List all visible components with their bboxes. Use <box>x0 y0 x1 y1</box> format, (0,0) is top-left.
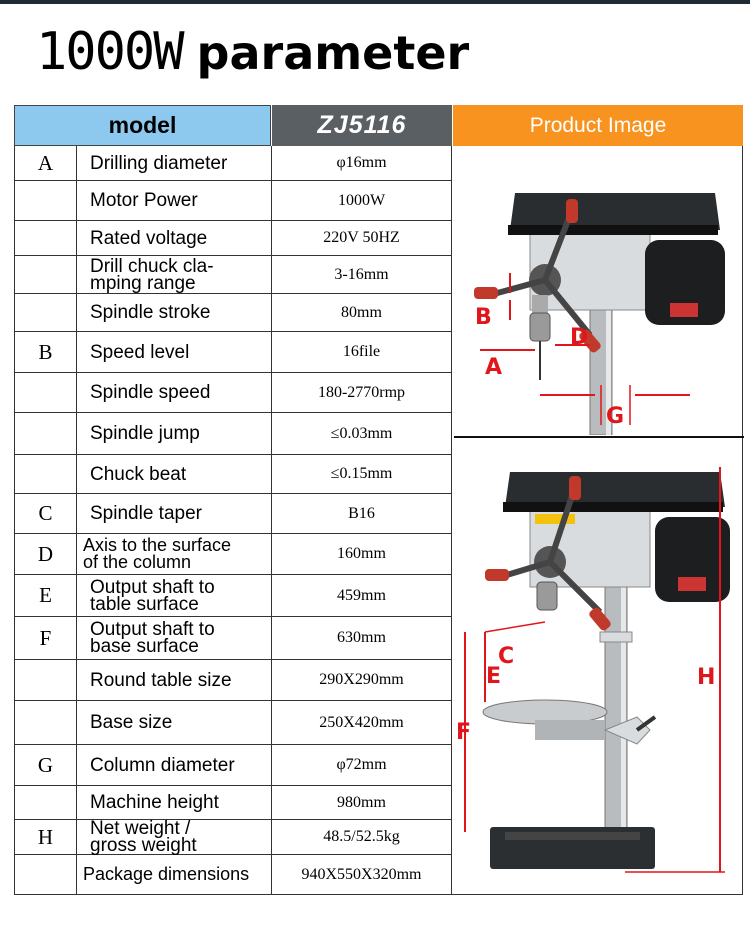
row-letter <box>14 701 77 744</box>
chuck <box>537 582 557 610</box>
row-parameter-value: 459mm <box>272 575 452 616</box>
table-row <box>14 181 452 221</box>
page-title <box>36 22 469 92</box>
row-parameter-value: 220V 50HZ <box>272 221 452 255</box>
row-letter: D <box>14 534 77 574</box>
row-letter <box>14 256 77 293</box>
row-letter <box>14 660 77 700</box>
dim-label-d: D <box>570 325 589 350</box>
row-parameter-value: 940X550X320mm <box>272 855 452 894</box>
table-row <box>14 786 452 820</box>
dim-label-b: B <box>475 305 492 330</box>
row-letter <box>14 373 77 412</box>
row-parameter-name: Spindle speed <box>77 373 272 412</box>
table-row <box>14 221 452 256</box>
table-row <box>14 256 452 294</box>
table-row <box>14 820 452 855</box>
row-letter <box>14 221 77 255</box>
row-parameter-value: ≤0.03mm <box>272 413 452 454</box>
row-parameter-value: B16 <box>272 494 452 533</box>
top-cover <box>505 472 725 507</box>
table-row <box>14 413 452 455</box>
row-parameter-name: Machine height <box>77 786 272 819</box>
image-divider <box>454 436 744 438</box>
title-power: 1000W <box>36 22 183 82</box>
row-letter: A <box>14 146 77 180</box>
row-parameter-name: Rated voltage <box>77 221 272 255</box>
table-row <box>14 494 452 534</box>
row-parameter-value: 80mm <box>272 294 452 331</box>
top-cover <box>510 193 720 230</box>
table-row <box>14 575 452 617</box>
row-letter <box>14 294 77 331</box>
row-parameter-value: 160mm <box>272 534 452 574</box>
dim-label-f: F <box>456 720 472 745</box>
row-parameter-name: Column diameter <box>77 745 272 785</box>
spindle <box>532 295 548 313</box>
table-row <box>14 855 452 895</box>
row-parameter-name: Speed level <box>77 332 272 372</box>
dim-label-e: E <box>486 664 502 689</box>
row-parameter-name: Drill chuck cla- mping range <box>77 256 272 293</box>
table-row <box>14 146 452 181</box>
row-parameter-value: 980mm <box>272 786 452 819</box>
dim-label-g: G <box>606 404 625 429</box>
row-parameter-name: Package dimensions <box>77 855 272 894</box>
table-row <box>14 332 452 373</box>
row-parameter-value: φ16mm <box>272 146 452 180</box>
top-border <box>0 0 750 4</box>
row-parameter-name: Round table size <box>77 660 272 700</box>
header-model-name: ZJ5116 <box>272 105 452 146</box>
title-parameter: parameter <box>196 26 470 80</box>
row-parameter-value: 290X290mm <box>272 660 452 700</box>
row-parameter-name: Net weight / gross weight <box>77 820 272 854</box>
chuck <box>530 313 550 341</box>
row-letter: F <box>14 617 77 659</box>
row-parameter-name: Chuck beat <box>77 455 272 493</box>
row-parameter-name: Axis to the surface of the column <box>77 534 272 574</box>
header-product-image: Product Image <box>453 105 743 146</box>
row-parameter-name: Spindle taper <box>77 494 272 533</box>
dim-label-a: A <box>485 355 503 380</box>
row-parameter-name: Base size <box>77 701 272 744</box>
row-parameter-name: Output shaft to table surface <box>77 575 272 616</box>
table-row <box>14 701 452 745</box>
row-parameter-name: Drilling diameter <box>77 146 272 180</box>
row-parameter-value: 1000W <box>272 181 452 220</box>
row-letter <box>14 455 77 493</box>
table-row <box>14 373 452 413</box>
row-parameter-value: 180-2770rmp <box>272 373 452 412</box>
table-row <box>14 455 452 494</box>
row-letter: E <box>14 575 77 616</box>
dim-label-h: H <box>697 665 716 690</box>
row-parameter-value: 48.5/52.5kg <box>272 820 452 854</box>
row-parameter-value: ≤0.15mm <box>272 455 452 493</box>
drill-press-top-image <box>460 185 740 435</box>
row-parameter-value: φ72mm <box>272 745 452 785</box>
row-parameter-name: Spindle stroke <box>77 294 272 331</box>
row-letter <box>14 855 77 894</box>
table-row <box>14 745 452 786</box>
row-letter: B <box>14 332 77 372</box>
row-parameter-value: 3-16mm <box>272 256 452 293</box>
row-parameter-value: 250X420mm <box>272 701 452 744</box>
row-letter <box>14 413 77 454</box>
row-parameter-name: Motor Power <box>77 181 272 220</box>
table-row <box>14 617 452 660</box>
header-model: model <box>14 105 271 146</box>
table-row <box>14 294 452 332</box>
row-letter: G <box>14 745 77 785</box>
row-letter <box>14 181 77 220</box>
row-parameter-value: 16file <box>272 332 452 372</box>
row-letter <box>14 786 77 819</box>
row-parameter-name: Output shaft to base surface <box>77 617 272 659</box>
row-letter: H <box>14 820 77 854</box>
row-letter: C <box>14 494 77 533</box>
dim-label-c: C <box>498 644 515 669</box>
row-parameter-value: 630mm <box>272 617 452 659</box>
table-row <box>14 534 452 575</box>
table-row <box>14 660 452 701</box>
row-parameter-name: Spindle jump <box>77 413 272 454</box>
